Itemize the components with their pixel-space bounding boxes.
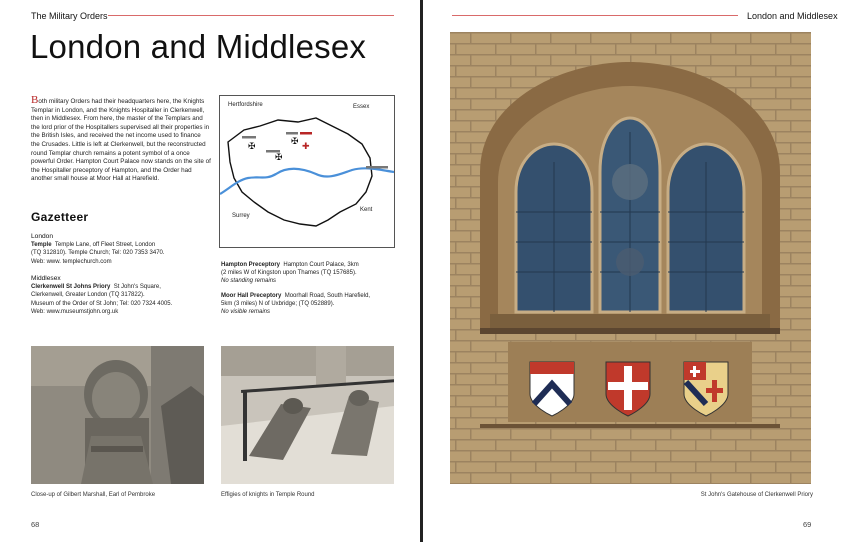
region-london: London xyxy=(31,233,54,240)
map-label-kent: Kent xyxy=(360,207,373,213)
temple-web: Web: www. templechurch.com xyxy=(31,258,112,265)
header-rule xyxy=(452,15,738,16)
clerkenwell-museum: Museum of the Order of St John; Tel: 020 7324 4005. xyxy=(31,300,173,307)
gazetteer-middlesex xyxy=(31,275,216,316)
window-sill xyxy=(490,314,770,328)
site-name-moorhall: Moor Hall Preceptory xyxy=(221,293,282,299)
hampton-address: Hampton Court Palace, 3km xyxy=(283,262,359,268)
region-middlesex: Middlesex xyxy=(31,275,61,282)
red-cross-icon: ✚ xyxy=(302,142,310,152)
running-head-right: London and Middlesex xyxy=(747,11,838,21)
cross-pattee-icon: ✠ xyxy=(291,137,299,147)
running-head-left: The Military Orders xyxy=(31,11,108,21)
header-rule xyxy=(108,15,394,16)
site-marker-bar-red xyxy=(300,132,312,135)
hampton-ref: (2 miles W of Kingston upon Thames (TQ 157685). xyxy=(221,270,357,277)
map-label-essex: Essex xyxy=(353,104,370,110)
site-name-temple: Temple xyxy=(31,242,52,249)
clerkenwell-web: Web: www.museumstjohn.org.uk xyxy=(31,308,119,315)
stained-glass-lights xyxy=(516,118,744,312)
temple-ref: (TQ 312810). Temple Church; Tel: 020 7353 3470. xyxy=(31,250,165,257)
clerkenwell-ref: Clerkenwell, Greater London (TQ 317822). xyxy=(31,292,145,299)
caption-gatehouse: St John's Gatehouse of Clerkenwell Priory xyxy=(700,492,813,498)
cross-pattee-icon: ✠ xyxy=(248,142,256,152)
site-marker-bar xyxy=(366,166,388,169)
temple-round-effigies-image xyxy=(221,346,394,484)
map-label-surrey: Surrey xyxy=(232,213,250,219)
left-page xyxy=(0,0,420,542)
effigy-closeup-photo xyxy=(31,346,204,484)
gatehouse-window-image xyxy=(450,32,811,484)
page-title: London and Middlesex xyxy=(30,28,367,65)
gazetteer-hampton xyxy=(221,261,396,286)
map-label-hertfordshire: Hertfordshire xyxy=(228,102,263,108)
drop-cap: B xyxy=(31,94,39,106)
gazetteer-heading: Gazetteer xyxy=(31,210,89,224)
london-map xyxy=(219,95,395,248)
clerkenwell-address: St John's Square, xyxy=(113,284,161,291)
intro-text: oth military Orders had their headquarters here, the Knights Templar in London, and the Knights Hospitaller in Clerkenwell, then in Middlesex. From here, the master of the Templars and the lord prior of the Hospitallers supervised all their properties in the British Isles, and received the net income used to finance the Crusades. Little is left at Clerkenwell, but the reconstructed round Templar church remains a potent symbol of a once powerful Order. Hampton Court Palace now stands on the site of the Hospitaller preceptory of Hampton, and the Order had another small house at Moor Hall at Harefield. xyxy=(31,98,211,183)
london-outline-map xyxy=(220,96,394,247)
caption-temple-round: Effigies of knights in Temple Round xyxy=(221,492,315,498)
caption-effigy-closeup: Close-up of Gilbert Marshall, Earl of Pembroke xyxy=(31,492,156,498)
site-name-clerkenwell: Clerkenwell St Johns Priory xyxy=(31,284,111,291)
cross-pattee-icon: ✠ xyxy=(275,153,283,163)
site-name-hampton: Hampton Preceptory xyxy=(221,262,281,268)
gatehouse-window-photo xyxy=(450,32,811,484)
effigy-closeup-image xyxy=(31,346,204,484)
temple-round-effigies-photo xyxy=(221,346,394,484)
site-marker-bar xyxy=(242,136,256,139)
page-number-right: 69 xyxy=(803,520,812,529)
temple-address: Temple Lane, off Fleet Street, London xyxy=(54,242,156,249)
hampton-remains: No standing remains xyxy=(221,278,277,285)
moorhall-remains: No visible remains xyxy=(221,309,271,316)
moorhall-ref: 5km (3 miles) N of Uxbridge; (TQ 052889). xyxy=(221,301,335,308)
gazetteer-moorhall xyxy=(221,292,396,317)
heraldic-shields xyxy=(530,362,728,416)
page-number-left: 68 xyxy=(31,520,40,529)
moorhall-address: Moorhall Road, South Harefield, xyxy=(284,293,371,299)
gazetteer-london xyxy=(31,233,216,266)
site-marker-bar xyxy=(286,132,298,135)
intro-paragraph xyxy=(31,96,211,184)
right-page xyxy=(423,0,845,542)
